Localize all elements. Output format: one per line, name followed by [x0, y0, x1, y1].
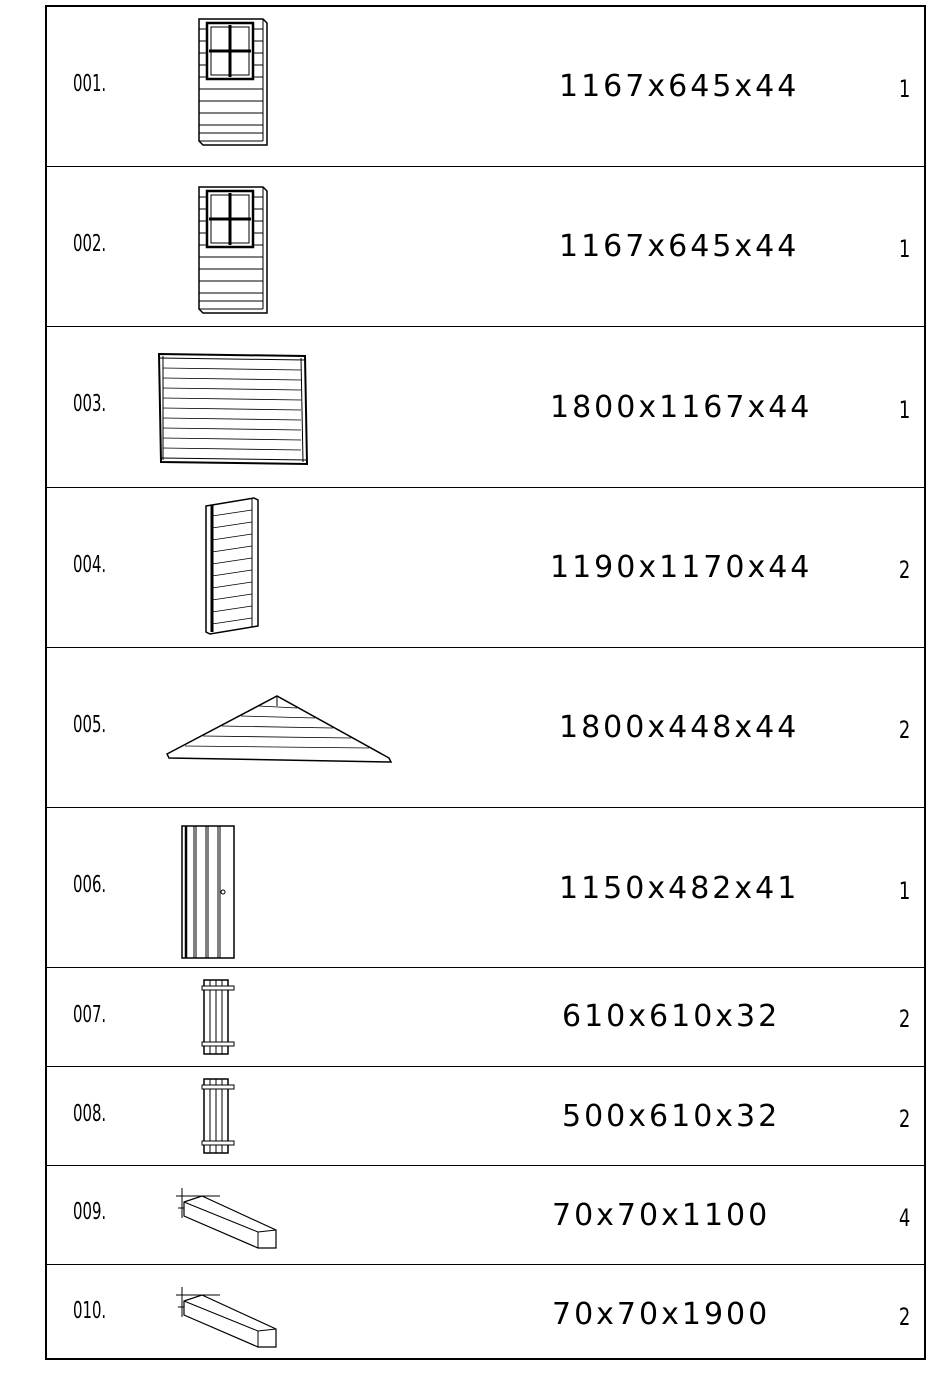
part-number: 009.: [73, 1199, 107, 1225]
part-dimensions: 1167x645x44: [559, 69, 800, 104]
wall-panel-icon: [157, 352, 309, 471]
part-number: 004.: [73, 552, 107, 578]
part-dimensions: 1190x1170x44: [550, 550, 813, 585]
part-dimensions: 1150x482x41: [559, 871, 800, 906]
part-number: 008.: [73, 1101, 107, 1127]
part-dimensions: 70x70x1900: [552, 1297, 771, 1332]
part-dimensions: 1800x448x44: [559, 710, 800, 745]
beam-icon: [172, 1285, 282, 1355]
part-number: 001.: [73, 71, 107, 97]
beam-icon: [172, 1186, 282, 1256]
part-number: 002.: [73, 231, 107, 257]
parts-table: [45, 5, 926, 1360]
part-quantity: 2: [898, 1105, 910, 1133]
table-row: [47, 808, 924, 968]
table-row: [47, 1265, 924, 1360]
floor-panel-icon: [200, 978, 236, 1062]
side-panel-icon: [202, 496, 262, 640]
part-number: 005.: [73, 712, 107, 738]
part-quantity: 2: [898, 716, 910, 744]
part-quantity: 2: [898, 1005, 910, 1033]
part-quantity: 2: [898, 1303, 910, 1331]
table-row: [47, 1067, 924, 1166]
part-dimensions: 610x610x32: [562, 999, 781, 1034]
part-quantity: 1: [898, 235, 910, 263]
part-quantity: 1: [898, 396, 910, 424]
part-number: 007.: [73, 1002, 107, 1028]
part-quantity: 2: [898, 556, 910, 584]
part-number: 003.: [73, 391, 107, 417]
part-dimensions: 1167x645x44: [559, 229, 800, 264]
part-dimensions: 70x70x1100: [552, 1198, 771, 1233]
part-quantity: 1: [898, 877, 910, 905]
floor-panel-icon: [200, 1077, 236, 1161]
window-panel-icon: [197, 17, 269, 151]
table-row: [47, 7, 924, 167]
table-row: [47, 167, 924, 327]
table-row: [47, 648, 924, 808]
part-number: 010.: [73, 1298, 107, 1324]
table-row: [47, 968, 924, 1067]
gable-triangle-icon: [165, 692, 395, 768]
part-dimensions: 1800x1167x44: [550, 390, 813, 425]
part-number: 006.: [73, 872, 107, 898]
table-row: [47, 1166, 924, 1265]
part-dimensions: 500x610x32: [562, 1099, 781, 1134]
table-row: [47, 488, 924, 648]
part-quantity: 1: [898, 75, 910, 103]
window-panel-icon: [197, 185, 269, 319]
door-panel-icon: [180, 824, 240, 966]
part-quantity: 4: [898, 1204, 910, 1232]
table-row: [47, 327, 924, 488]
